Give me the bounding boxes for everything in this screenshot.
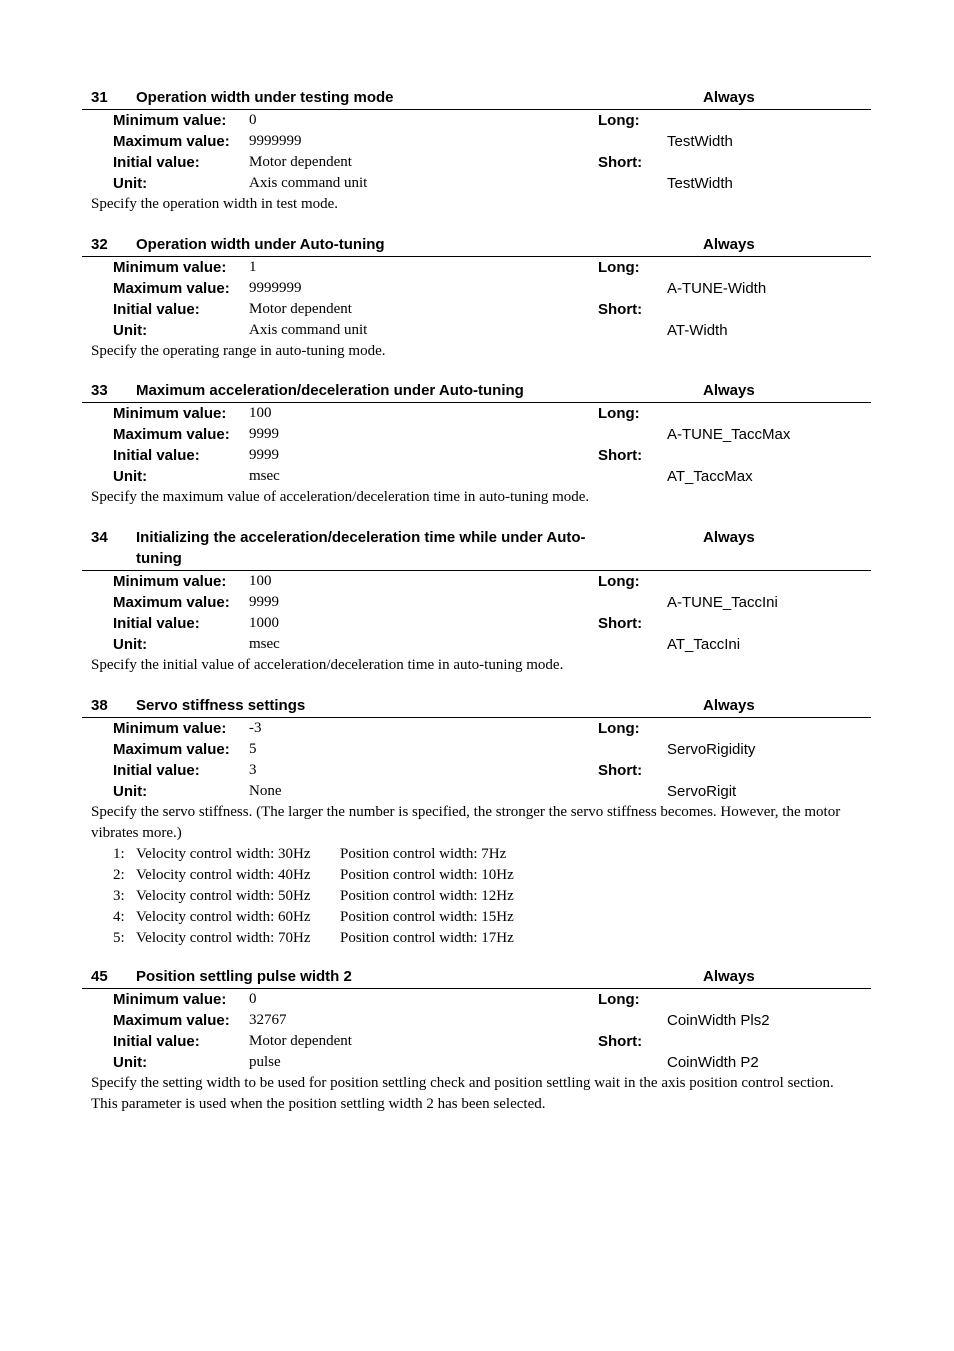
unit-label: Unit: xyxy=(113,783,148,800)
param-description: Specify the initial value of acceleration/deceleration time in auto-tuning mode. xyxy=(91,657,564,673)
short-name: AT_TaccIni xyxy=(667,636,741,653)
velocity-width: Velocity control width: 40Hz xyxy=(136,867,311,883)
position-width: Position control width: 12Hz xyxy=(340,888,514,904)
param-title: Operation width under testing mode xyxy=(136,89,394,106)
param-number: 32 xyxy=(91,236,108,253)
param-block xyxy=(82,380,871,508)
param-number: 38 xyxy=(91,697,108,714)
level-number: 3: xyxy=(113,888,125,904)
initial-label: Initial value: xyxy=(113,615,200,632)
short-name: TestWidth xyxy=(667,175,733,192)
position-width: Position control width: 17Hz xyxy=(340,930,514,946)
param-condition: Always xyxy=(703,89,755,106)
min-label: Minimum value: xyxy=(113,720,227,737)
unit-value: Axis command unit xyxy=(249,175,368,191)
initial-value: 9999 xyxy=(249,447,279,463)
stiffness-level-row xyxy=(82,886,871,907)
long-label: Long: xyxy=(598,112,640,129)
unit-label: Unit: xyxy=(113,636,148,653)
initial-value: 3 xyxy=(249,762,257,778)
param-header xyxy=(82,966,871,989)
param-header xyxy=(82,234,871,257)
initial-value: 1000 xyxy=(249,615,279,631)
max-label: Maximum value: xyxy=(113,741,230,758)
initial-value: Motor dependent xyxy=(249,301,352,317)
unit-value: Axis command unit xyxy=(249,322,368,338)
param-header xyxy=(82,87,871,110)
min-value: 100 xyxy=(249,573,272,589)
param-condition: Always xyxy=(703,697,755,714)
initial-value: Motor dependent xyxy=(249,1033,352,1049)
unit-label: Unit: xyxy=(113,1054,148,1071)
param-block xyxy=(82,87,871,215)
long-label: Long: xyxy=(598,720,640,737)
stiffness-level-row xyxy=(82,928,871,949)
max-label: Maximum value: xyxy=(113,594,230,611)
level-number: 1: xyxy=(113,846,125,862)
position-width: Position control width: 10Hz xyxy=(340,867,514,883)
initial-label: Initial value: xyxy=(113,1033,200,1050)
level-number: 5: xyxy=(113,930,125,946)
param-condition: Always xyxy=(703,236,755,253)
short-name: AT-Width xyxy=(667,322,728,339)
long-name: ServoRigidity xyxy=(667,741,756,758)
unit-value: msec xyxy=(249,636,280,652)
long-name: A-TUNE-Width xyxy=(667,280,767,297)
max-value: 9999999 xyxy=(249,133,302,149)
unit-value: msec xyxy=(249,468,280,484)
max-value: 32767 xyxy=(249,1012,287,1028)
max-value: 9999 xyxy=(249,426,279,442)
param-note: This parameter is used when the position settling width 2 has been selected. xyxy=(91,1096,546,1112)
level-number: 4: xyxy=(113,909,125,925)
short-label: Short: xyxy=(598,301,643,318)
min-label: Minimum value: xyxy=(113,405,227,422)
param-description: Specify the setting width to be used for position settling check and position settling wait in the axis position control section. xyxy=(91,1075,834,1091)
min-value: 100 xyxy=(249,405,272,421)
short-label: Short: xyxy=(598,447,643,464)
long-label: Long: xyxy=(598,991,640,1008)
min-label: Minimum value: xyxy=(113,573,227,590)
max-value: 5 xyxy=(249,741,257,757)
max-label: Maximum value: xyxy=(113,1012,230,1029)
short-name: AT_TaccMax xyxy=(667,468,753,485)
max-label: Maximum value: xyxy=(113,280,230,297)
short-label: Short: xyxy=(598,154,643,171)
param-title: Position settling pulse width 2 xyxy=(136,968,352,985)
max-value: 9999 xyxy=(249,594,279,610)
param-description: Specify the maximum value of acceleration/deceleration time in auto-tuning mode. xyxy=(91,489,590,505)
short-name: CoinWidth P2 xyxy=(667,1054,759,1071)
min-label: Minimum value: xyxy=(113,991,227,1008)
param-number: 31 xyxy=(91,89,108,106)
min-value: 1 xyxy=(249,259,257,275)
initial-label: Initial value: xyxy=(113,762,200,779)
stiffness-level-row xyxy=(82,844,871,865)
param-block xyxy=(82,966,871,1115)
long-name: A-TUNE_TaccIni xyxy=(667,594,778,611)
param-title: Maximum acceleration/deceleration under Auto-tuning xyxy=(136,382,524,399)
position-width: Position control width: 15Hz xyxy=(340,909,514,925)
param-header xyxy=(82,527,871,571)
min-value: 0 xyxy=(249,991,257,1007)
long-name: TestWidth xyxy=(667,133,733,150)
long-label: Long: xyxy=(598,259,640,276)
long-name: A-TUNE_TaccMax xyxy=(667,426,791,443)
unit-label: Unit: xyxy=(113,468,148,485)
param-block xyxy=(82,527,871,676)
param-title: Servo stiffness settings xyxy=(136,697,306,714)
param-block xyxy=(82,695,871,949)
param-description: Specify the operation width in test mode. xyxy=(91,196,339,212)
unit-label: Unit: xyxy=(113,175,148,192)
short-name: ServoRigit xyxy=(667,783,737,800)
stiffness-level-row xyxy=(82,865,871,886)
velocity-width: Velocity control width: 50Hz xyxy=(136,888,311,904)
param-condition: Always xyxy=(703,529,755,546)
short-label: Short: xyxy=(598,762,643,779)
param-number: 33 xyxy=(91,382,108,399)
velocity-width: Velocity control width: 70Hz xyxy=(136,930,311,946)
param-title: Initializing the acceleration/deceleration time while under Auto-tuning xyxy=(136,529,586,567)
stiffness-level-row xyxy=(82,907,871,928)
param-condition: Always xyxy=(703,968,755,985)
param-header xyxy=(82,380,871,403)
min-label: Minimum value: xyxy=(113,259,227,276)
long-label: Long: xyxy=(598,405,640,422)
short-label: Short: xyxy=(598,1033,643,1050)
param-description: Specify the operating range in auto-tuning mode. xyxy=(91,343,386,359)
min-label: Minimum value: xyxy=(113,112,227,129)
position-width: Position control width: 7Hz xyxy=(340,846,507,862)
long-label: Long: xyxy=(598,573,640,590)
level-number: 2: xyxy=(113,867,125,883)
initial-label: Initial value: xyxy=(113,154,200,171)
unit-value: pulse xyxy=(249,1054,281,1070)
param-number: 45 xyxy=(91,968,108,985)
unit-label: Unit: xyxy=(113,322,148,339)
min-value: -3 xyxy=(249,720,262,736)
long-name: CoinWidth Pls2 xyxy=(667,1012,770,1029)
max-label: Maximum value: xyxy=(113,133,230,150)
param-condition: Always xyxy=(703,382,755,399)
initial-label: Initial value: xyxy=(113,447,200,464)
param-block xyxy=(82,234,871,362)
param-description: Specify the servo stiffness. (The larger the number is specified, the stronger the servo stiffness becomes. However, the motor vibrates more.) xyxy=(91,804,841,841)
param-title: Operation width under Auto-tuning xyxy=(136,236,385,253)
short-label: Short: xyxy=(598,615,643,632)
min-value: 0 xyxy=(249,112,257,128)
initial-label: Initial value: xyxy=(113,301,200,318)
max-value: 9999999 xyxy=(249,280,302,296)
unit-value: None xyxy=(249,783,282,799)
param-header xyxy=(82,695,871,718)
velocity-width: Velocity control width: 30Hz xyxy=(136,846,311,862)
velocity-width: Velocity control width: 60Hz xyxy=(136,909,311,925)
param-number: 34 xyxy=(91,529,108,546)
initial-value: Motor dependent xyxy=(249,154,352,170)
max-label: Maximum value: xyxy=(113,426,230,443)
